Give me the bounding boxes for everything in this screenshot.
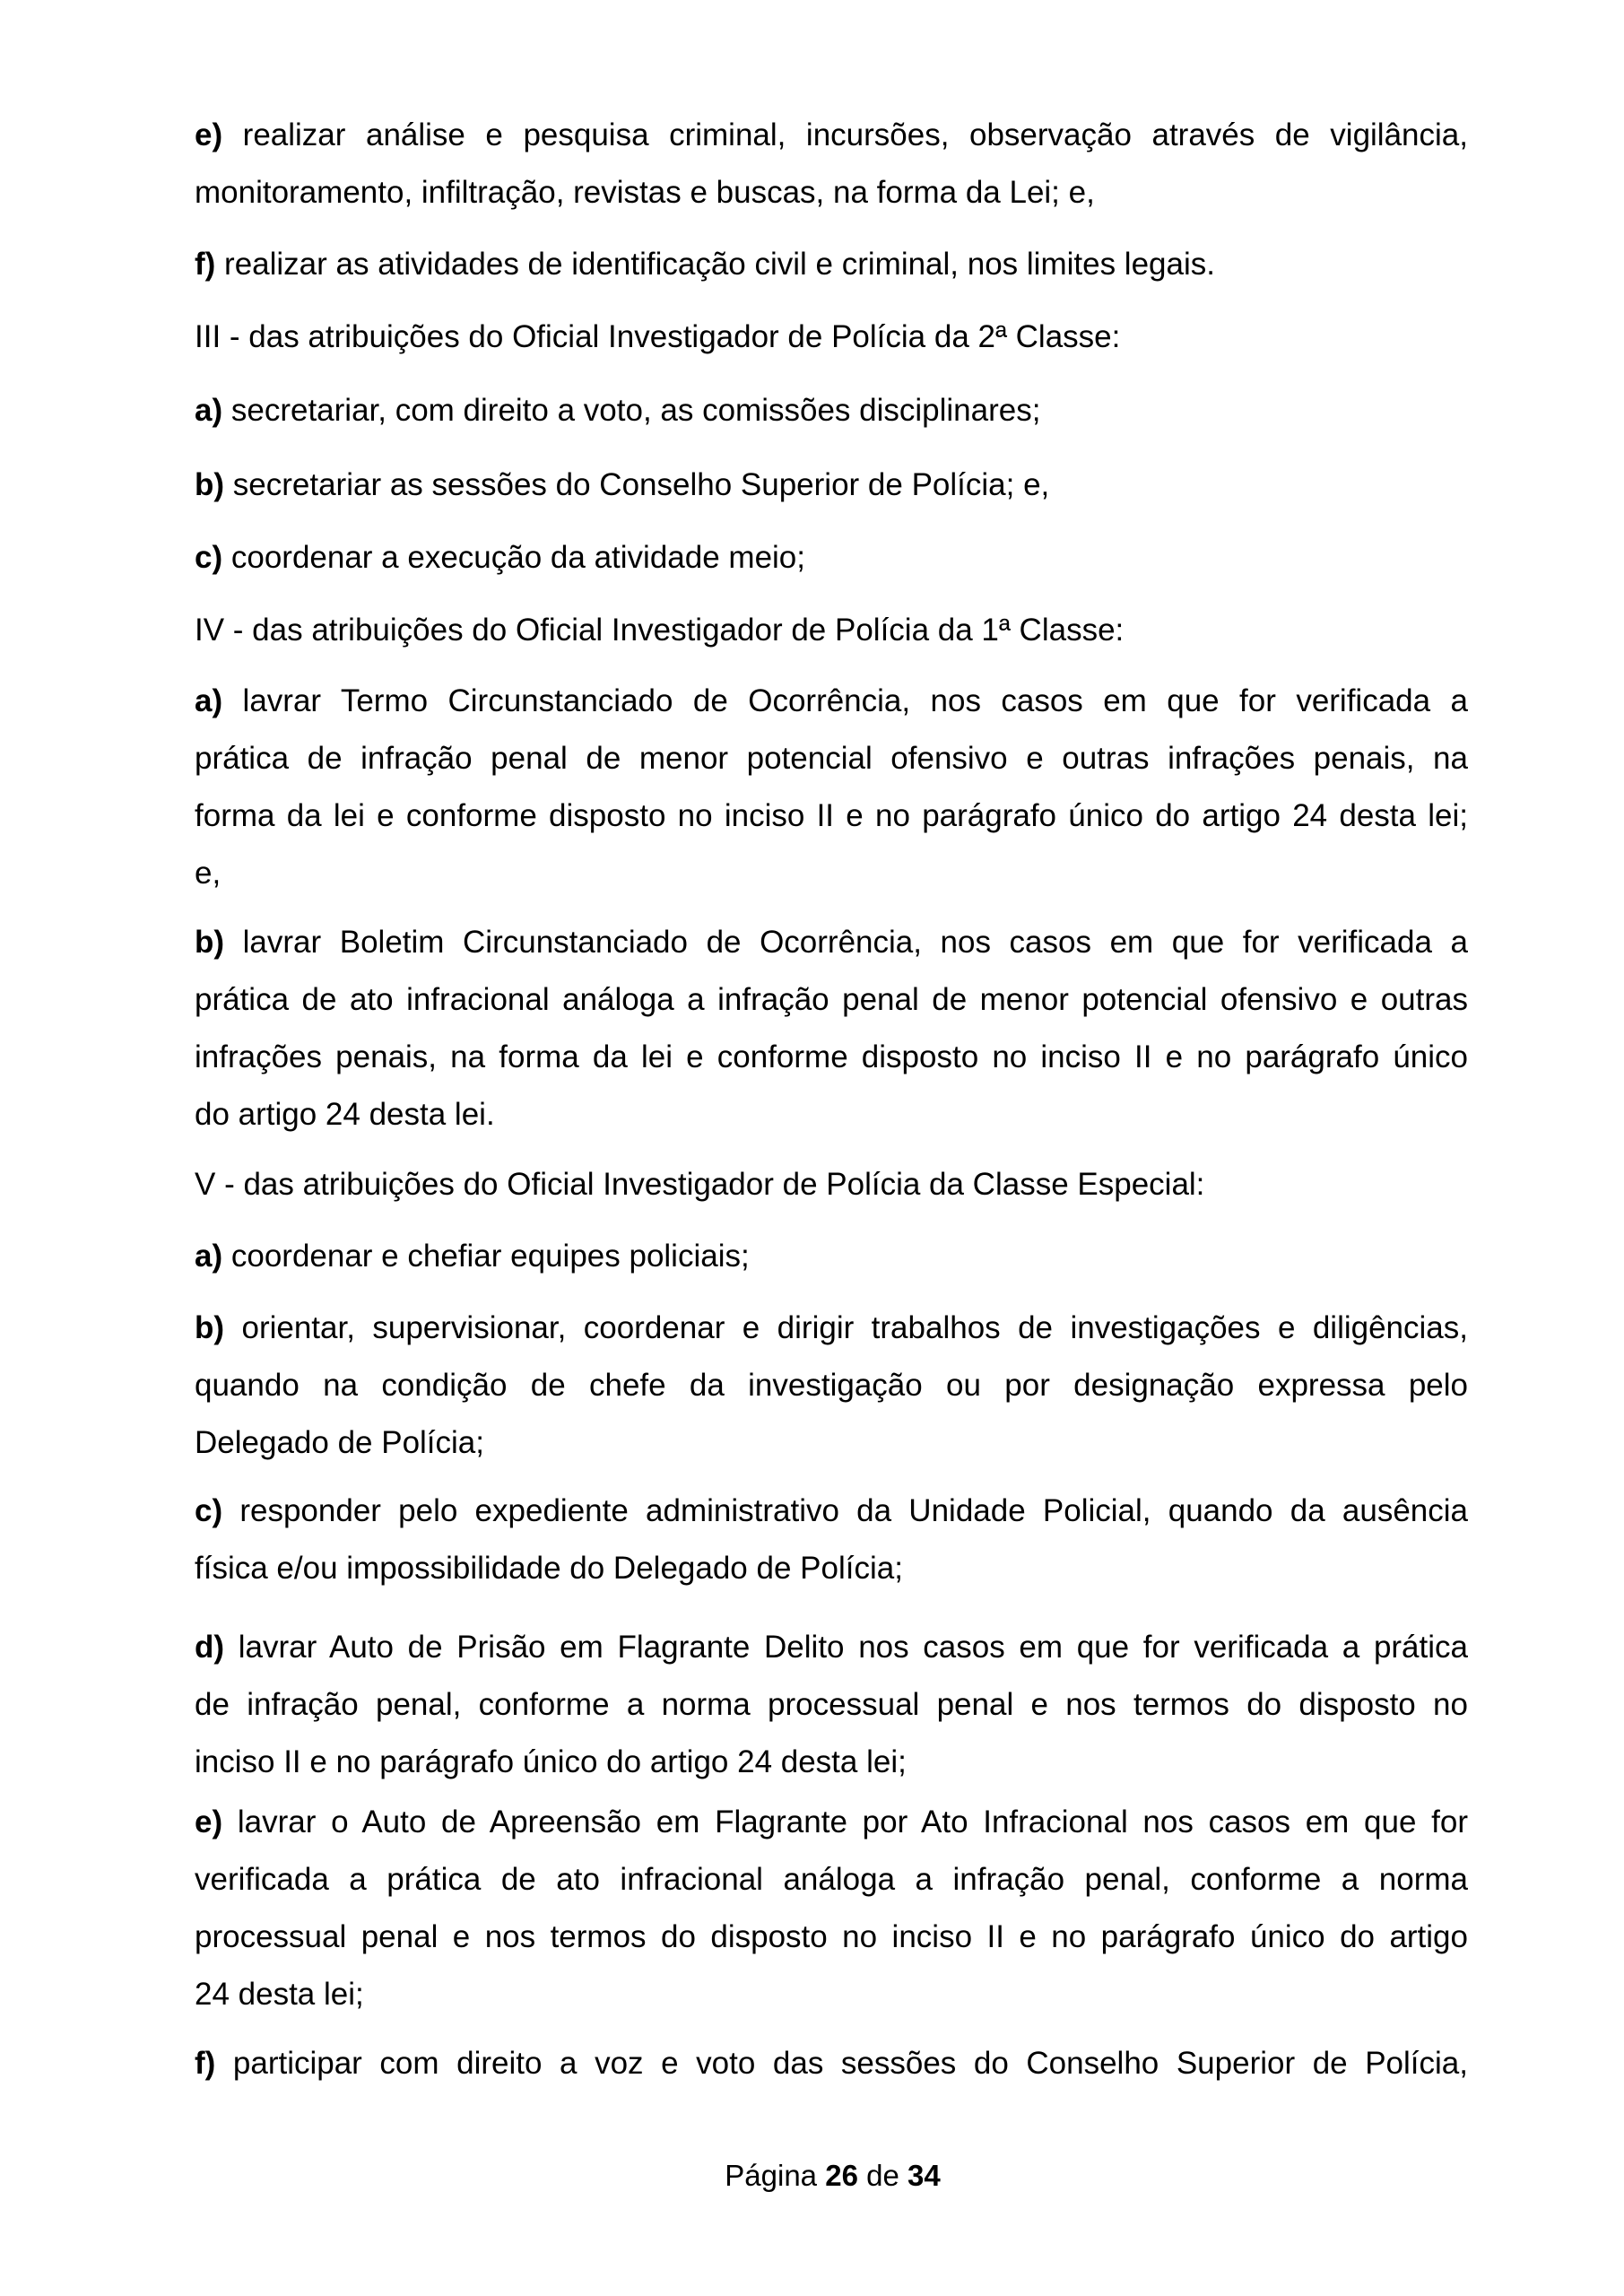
line-text: coordenar a execução da atividade meio; [230, 540, 805, 575]
paragraph-item-b [195, 1300, 1468, 1472]
line-text: coordenar e chefiar equipes policiais; [230, 1239, 750, 1274]
text-line: monitoramento, infiltração, revistas e buscas, na forma da Lei; e, [195, 175, 1095, 210]
text-line: de infração penal, conforme a norma processual penal e nos termos do disposto no [195, 1687, 1468, 1722]
text-line: processual penal e nos termos do disposto no inciso II e no parágrafo único do artigo [195, 1919, 1468, 1954]
section-heading-v [195, 1156, 1468, 1213]
line-text: participar com direito a voz e voto das sessões do Conselho Superior de Polícia, [232, 2046, 1468, 2081]
of-word: de [866, 2159, 899, 2192]
paragraph-item-e [195, 1794, 1468, 2023]
text-line [195, 1228, 1468, 1285]
line-text: responder pelo expediente administrativo da Unidade Policial, quando da ausência [239, 1493, 1468, 1528]
text-line [195, 1794, 1468, 1851]
paragraph-item-a [195, 382, 1468, 439]
line-text: realizar as atividades de identificação civil e criminal, nos limites legais. [224, 247, 1215, 282]
line-text: lavrar Auto de Prisão em Flagrante Delito nos casos em que for verificada a prática [238, 1630, 1468, 1665]
item-label: c) [195, 1493, 223, 1528]
paragraph-item-f [195, 2035, 1468, 2092]
line-text: secretariar as sessões do Conselho Superior de Polícia; e, [232, 467, 1050, 502]
item-label: b) [195, 1310, 225, 1345]
text-line [195, 1483, 1468, 1540]
text-line [195, 914, 1468, 971]
item-label: f) [195, 247, 216, 282]
text-line [195, 1619, 1468, 1676]
paragraph-item-c [195, 529, 1468, 587]
item-label: d) [195, 1630, 225, 1665]
item-label: e) [195, 1805, 223, 1839]
paragraph-item-b [195, 457, 1468, 514]
text-line: forma da lei e conforme disposto no inciso II e no parágrafo único do artigo 24 desta lei; [195, 798, 1468, 833]
line-text: orientar, supervisionar, coordenar e dirigir trabalhos de investigações e diligências, [241, 1310, 1468, 1345]
text-line: e, [195, 856, 221, 891]
section-heading-iv [195, 602, 1468, 659]
page-word: Página [725, 2159, 818, 2192]
text-line: 24 desta lei; [195, 1977, 364, 2012]
total-pages-number: 34 [908, 2159, 941, 2192]
paragraph-item-f [195, 236, 1468, 293]
item-label: a) [195, 393, 223, 428]
item-label: b) [195, 925, 225, 960]
text-line [195, 107, 1468, 164]
line-text: realizar análise e pesquisa criminal, incursões, observação através de vigilância, [242, 117, 1468, 152]
text-line: infrações penais, na forma da lei e conforme disposto no inciso II e no parágrafo único [195, 1039, 1468, 1074]
item-label: f) [195, 2046, 216, 2081]
text-line [195, 2035, 1468, 2092]
text-line: verificada a prática de ato infracional análoga a infração penal, conforme a norma [195, 1862, 1468, 1897]
text-line [195, 236, 1468, 293]
item-label: b) [195, 467, 225, 502]
text-line [195, 1300, 1468, 1357]
text-line [195, 529, 1468, 587]
line-text: lavrar o Auto de Apreensão em Flagrante por Ato Infracional nos casos em que for [237, 1805, 1468, 1839]
item-label: a) [195, 683, 223, 718]
line-text: lavrar Boletim Circunstanciado de Ocorrência, nos casos em que for verificada a [242, 925, 1468, 960]
text-line: física e/ou impossibilidade do Delegado de Polícia; [195, 1551, 903, 1586]
line-text: lavrar Termo Circunstanciado de Ocorrência, nos casos em que for verificada a [242, 683, 1468, 718]
page-footer [0, 2151, 1624, 2201]
paragraph-item-a [195, 673, 1468, 902]
text-line: Delegado de Polícia; [195, 1425, 484, 1460]
text-line: prática de infração penal de menor potencial ofensivo e outras infrações penais, na [195, 741, 1468, 776]
item-label: a) [195, 1239, 223, 1274]
text-line [195, 382, 1468, 439]
text-line: prática de ato infracional análoga a infração penal de menor potencial ofensivo e outras [195, 982, 1468, 1017]
paragraph-item-e [195, 107, 1468, 222]
text-line: do artigo 24 desta lei. [195, 1097, 495, 1132]
text-line [195, 673, 1468, 730]
text-line: IV - das atribuições do Oficial Investigador de Polícia da 1ª Classe: [195, 613, 1125, 648]
text-line: quando na condição de chefe da investigação ou por designação expressa pelo [195, 1368, 1468, 1403]
paragraph-item-c [195, 1483, 1468, 1597]
text-line: V - das atribuições do Oficial Investigador de Polícia da Classe Especial: [195, 1167, 1205, 1202]
item-label: e) [195, 117, 223, 152]
paragraph-item-b [195, 914, 1468, 1144]
text-line [195, 457, 1468, 514]
paragraph-item-d [195, 1619, 1468, 1791]
text-line: inciso II e no parágrafo único do artigo 24 desta lei; [195, 1744, 907, 1779]
text-line: III - das atribuições do Oficial Investigador de Polícia da 2ª Classe: [195, 319, 1121, 354]
line-text: secretariar, com direito a voto, as comissões disciplinares; [230, 393, 1041, 428]
item-label: c) [195, 540, 223, 575]
current-page-number: 26 [825, 2159, 858, 2192]
section-heading-iii [195, 309, 1468, 366]
paragraph-item-a [195, 1228, 1468, 1285]
